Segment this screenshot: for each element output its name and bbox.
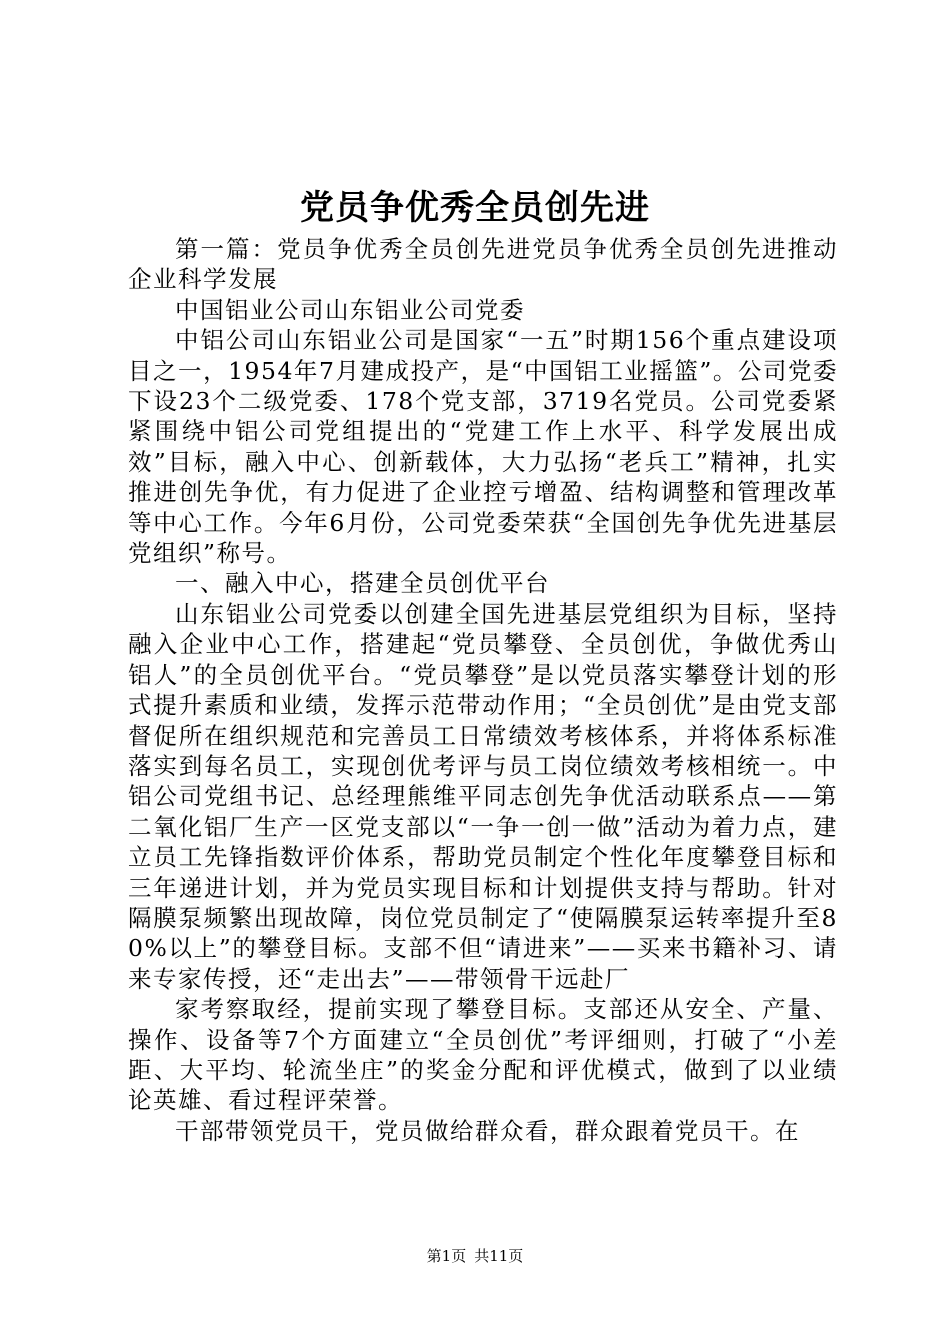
paragraph-cadre: 干部带领党员干，党员做给群众看，群众跟着党员干。在 xyxy=(175,1116,800,1145)
paragraph-platform: 山东铝业公司党委以创建全国先进基层党组织为目标，坚持融入企业中心工作，搭建起“党员攀登、全员创优，争做优秀山铝人”的全员创优平台。“党员攀登”是以党员落实攀登计划的形式提升素质和业绩，发挥示范带动作用；“全员创优”是由党支部督促所在组织规范和完善员工日常绩效考核体系，并将体系标准落实到每名员工，实现创优考评与员工岗位绩效考核相统一。中铝公司党组书记、总经理熊维平同志创先争优活动联系点——第二氧化铝厂生产一区党支部以“一争一创一做”活动为着力点，建立员工先锋指数评价体系，帮助党员制定个性化年度攀登目标和三年递进计划，并为党员实现目标和计划提供支持与帮助。针对隔膜泵频繁出现故障，岗位党员制定了“使隔膜泵运转率提升至80%以上”的攀登目标。支部不但“请进来”——买来书籍补习、请来专家传授，还“走出去”——带领骨干远赴厂 xyxy=(128,599,838,993)
paragraph-continuation: 家考察取经，提前实现了攀登目标。支部还从安全、产量、操作、设备等7个方面建立“全员创优”考评细则，打破了“小差距、大平均、轮流坐庄”的奖金分配和评优模式，做到了以业绩论英雄、看过程评荣誉。 xyxy=(128,995,838,1115)
page-total: 共11页 xyxy=(474,1247,524,1265)
section-heading-1: 一、融入中心，搭建全员创优平台 xyxy=(175,569,550,598)
paragraph-author: 中国铝业公司山东铝业公司党委 xyxy=(175,295,525,324)
document-title: 党员争优秀全员创先进 xyxy=(300,188,650,228)
page-number: 第1页 xyxy=(426,1247,467,1265)
document-body xyxy=(128,234,838,1146)
page-footer xyxy=(0,1244,950,1268)
paragraph-company-overview: 中铝公司山东铝业公司是国家“一五”时期156个重点建设项目之一，1954年7月建成投产，是“中国铝工业摇篮”。公司党委下设23个二级党委、178个党支部，3719名党员。公司党委紧紧围绕中铝公司党组提出的“党建工作上水平、科学发展出成效”目标，融入中心、创新载体，大力弘扬“老兵工”精神，扎实推进创先争优，有力促进了企业控亏增盈、结构调整和管理改革等中心工作。今年6月份，公司党委荣获“全国创先争优先进基层党组织”称号。 xyxy=(128,326,838,568)
paragraph-intro-heading: 第一篇：党员争优秀全员创先进党员争优秀全员创先进推动企业科学发展 xyxy=(128,235,838,294)
